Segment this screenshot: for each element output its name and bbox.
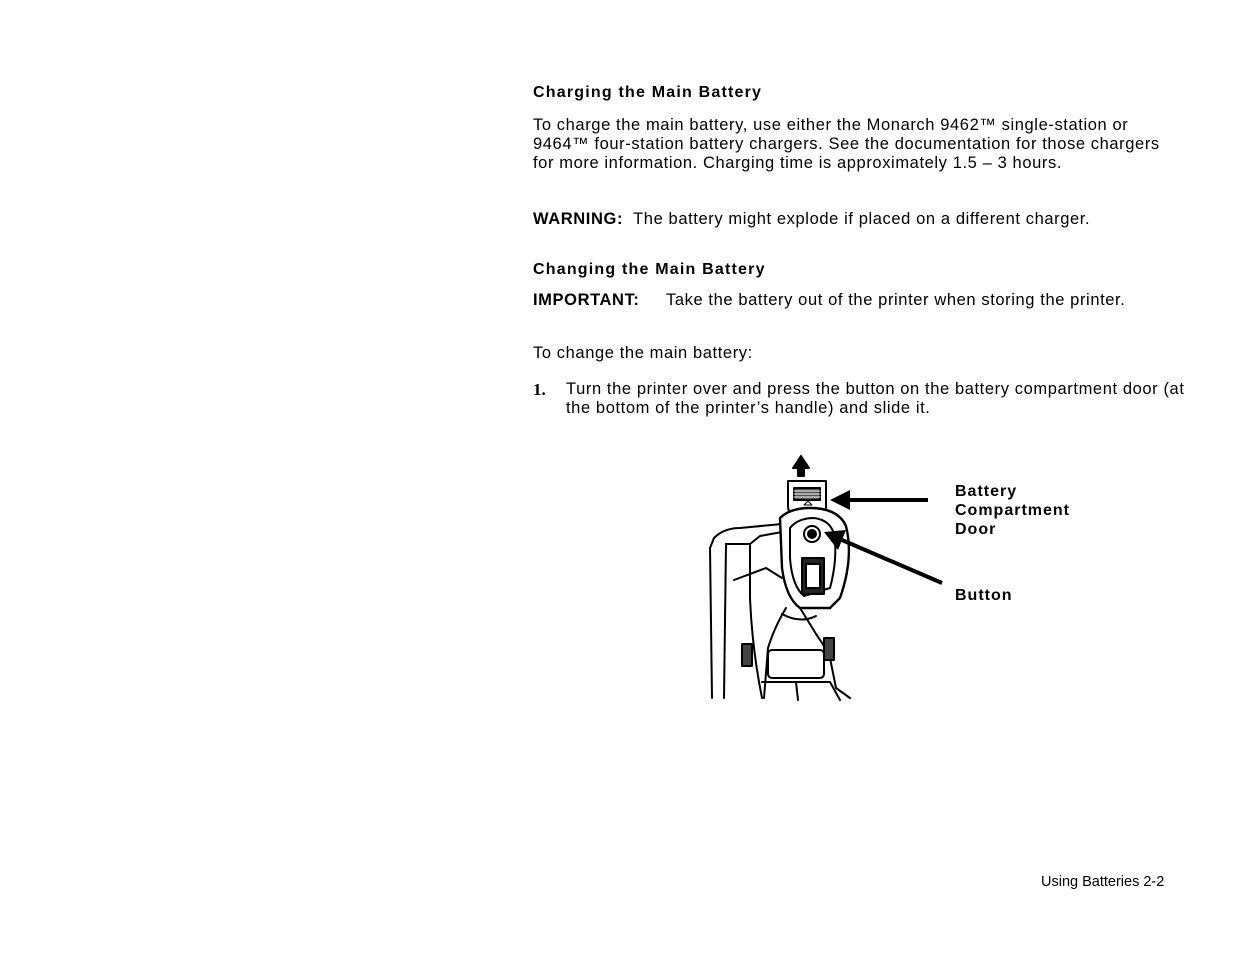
section-heading-charging: Charging the Main Battery <box>533 84 763 101</box>
warning-label: WARNING: <box>533 210 624 228</box>
charging-paragraph: To charge the main battery, use either the Monarch 9462™ single-station or 9464™ four-station battery chargers. See the documentation for those chargers for more information. Charging time is approximately 1.5 – 3 hours. <box>533 116 1160 172</box>
step-text: Turn the printer over and press the button on the battery compartment door (at the bottom of the printer’s handle) and slide it. <box>566 380 1185 417</box>
important-text: Take the battery out of the printer when storing the printer. <box>666 291 1126 309</box>
callout-battery-door <box>955 482 1070 539</box>
warning-text: The battery might explode if placed on a different charger. <box>633 210 1091 228</box>
important-label: IMPORTANT: <box>533 291 640 309</box>
door-arrow-head <box>830 490 850 510</box>
callout-door-line2: Compartment <box>955 502 1071 519</box>
page-footer: Using Batteries 2-2 <box>1041 874 1165 890</box>
callout-button: Button <box>955 587 1013 604</box>
callout-door-line3: Door <box>955 521 997 538</box>
callout-arrows <box>820 480 960 590</box>
section-heading-changing: Changing the Main Battery <box>533 261 766 278</box>
step-number: 1. <box>533 380 546 399</box>
callout-door-line1: Battery <box>955 483 1018 500</box>
change-intro: To change the main battery: <box>533 344 753 362</box>
warning-note <box>533 210 1193 229</box>
